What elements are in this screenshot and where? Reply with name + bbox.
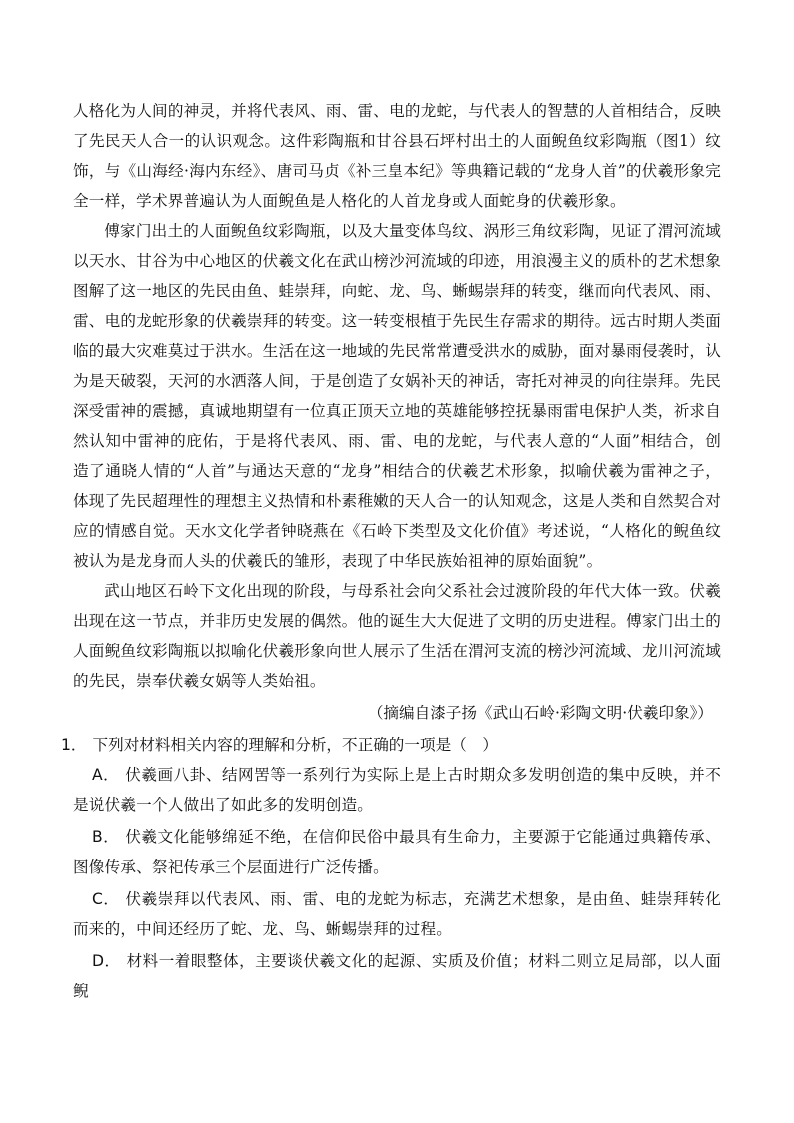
question-number: 1． [61,736,87,754]
option-text: 材料一着眼整体，主要谈伏羲文化的起源、实质及价值；材料二则立足局部，以人面鲵 [73,952,721,1000]
option-text: 伏羲文化能够绵延不绝，在信仰民俗中最具有生命力，主要源于它能通过典籍传承、图像传承、祭祀传承三个层面进行广泛传播。 [73,828,721,876]
option-letter: D． [92,952,121,970]
article-paragraph-3: 武山地区石岭下文化出现的阶段，与母系社会向父系社会过渡阶段的年代大体一致。伏羲出现在这一节点，并非历史发展的偶然。他的诞生大大促进了文明的历史进程。傅家门出土的人面鲵鱼纹彩陶瓶以拟喻化伏羲形象向世人展示了生活在渭河支流的榜沙河流域、龙川河流域的先民，崇奉伏羲女娲等人类始祖。 [73,582,721,690]
option-letter: C． [92,890,120,908]
question-1 [61,730,721,760]
option-d [73,946,721,1006]
article-source: （摘编自漆子扬《武山石岭·彩陶文明·伏羲印象》） [367,704,713,722]
article-paragraph-2: 傅家门出土的人面鲵鱼纹彩陶瓶，以及大量变体鸟纹、涡形三角纹彩陶，见证了渭河流域以天水、甘谷为中心地区的伏羲文化在武山榜沙河流域的印迹，用浪漫主义的质朴的艺术想象图解了这一地区的先民由鱼、蛙崇拜，向蛇、龙、鸟、蜥蜴崇拜的转变，继而向代表风、雨、雷、电的龙蛇形象的伏羲崇拜的转变。这一转变根植于先民生存需求的期待。远古时期人类面临的最大灾难莫过于洪水。生活在这一地域的先民常常遭受洪水的威胁，面对暴雨侵袭时，认为是天破裂，天河的水洒落人间，于是创造了女娲补天的神话，寄托对神灵的向往崇拜。先民深受雷神的震撼，真诚地期望有一位真正顶天立地的英雄能够控抚暴雨雷电保护人类，祈求自然认知中雷神的庇佑，于是将代表风、雨、雷、电的龙蛇，与代表人意的“人面”相结合，创造了通晓人情的“人首”与通达天意的“龙身”相结合的伏羲艺术形象，拟喻伏羲为雷神之子，体现了先民超理性的理想主义热情和朴素稚嫩的天人合一的认知观念，这是人类和自然契合对应的情感自觉。天水文化学者钟晓燕在《石岭下类型及文化价值》考述说，“人格化的鲵鱼纹被认为是龙身而人头的伏羲氏的雏形，表现了中华民族始祖神的原始面貌”。 [73,222,721,570]
option-text: 伏羲画八卦、结网罟等一系列行为实际上是上古时期众多发明创造的集中反映，并不是说伏羲一个人做出了如此多的发明创造。 [73,766,721,814]
document-page [61,96,721,1006]
option-a [73,760,721,820]
option-letter: A． [92,766,120,784]
option-letter: B． [92,828,120,846]
option-b [73,822,721,882]
question-stem: 下列对材料相关内容的理解和分析，不正确的一项是（ ） [92,736,498,754]
article-paragraph-1: 人格化为人间的神灵，并将代表风、雨、雷、电的龙蛇，与代表人的智慧的人首相结合，反映了先民天人合一的认识观念。这件彩陶瓶和甘谷县石坪村出土的人面鲵鱼纹彩陶瓶（图1）纹饰，与《山海经·海内东经》、唐司马贞《补三皇本纪》等典籍记载的“龙身人首”的伏羲形象完全一样，学术界普遍认为人面鲵鱼是人格化的人首龙身或人面蛇身的伏羲形象。 [73,102,721,210]
option-c [73,884,721,944]
option-text: 伏羲崇拜以代表风、雨、雷、电的龙蛇为标志，充满艺术想象，是由鱼、蛙崇拜转化而来的，中间还经历了蛇、龙、鸟、蜥蜴崇拜的过程。 [73,890,721,938]
